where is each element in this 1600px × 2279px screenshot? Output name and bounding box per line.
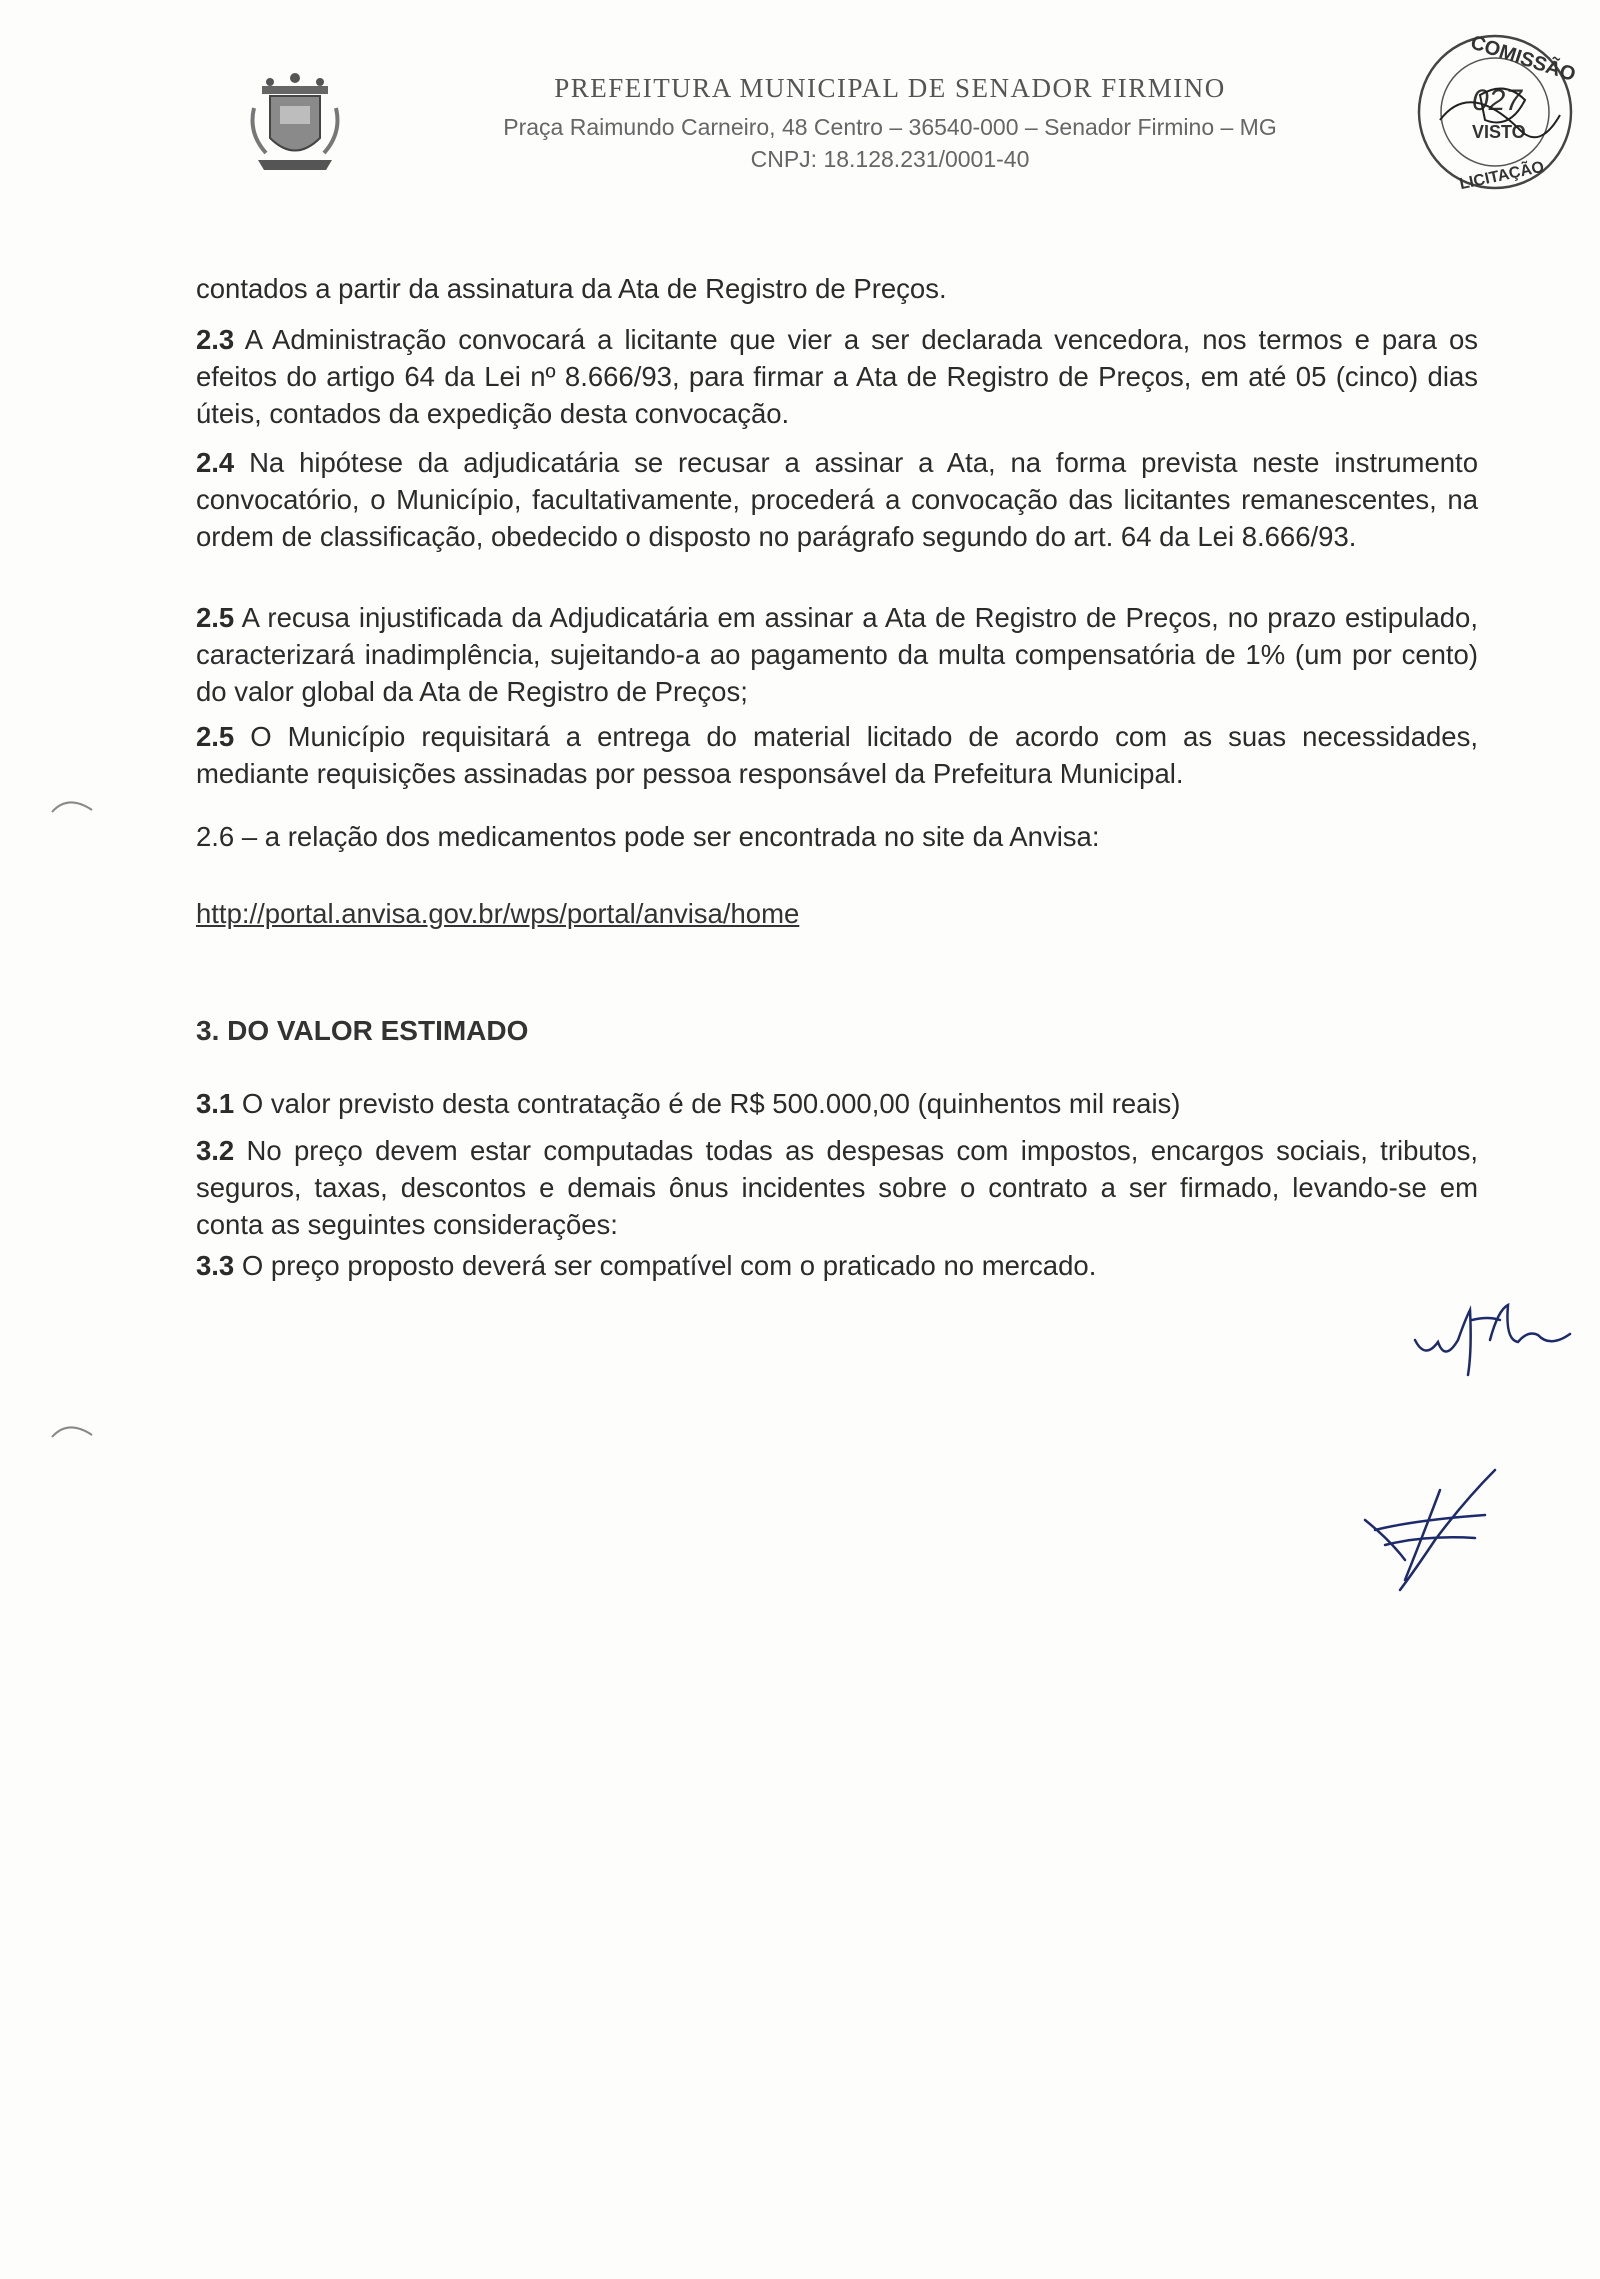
handwritten-initials-signature: [1410, 1290, 1580, 1380]
paragraph-2-6: 2.6 – a relação dos medicamentos pode ser encontrada no site da Anvisa:: [196, 821, 1100, 852]
stamp-top-text: COMISSÃO: [1467, 31, 1579, 87]
clause-text: O preço proposto deverá ser compatível com o praticado no mercado.: [234, 1250, 1097, 1281]
clause-number: 3.3: [196, 1250, 235, 1281]
clause-text: Na hipótese da adjudicatária se recusar a assinar a Ata, na forma prevista neste instrumento convocatório, o Município, facultativamente, procederá a convocação das licitantes remanescentes, na ordem de classificação, obedecido o disposto no parágrafo segundo do art. 64 da Lei 8.666/93.: [196, 447, 1478, 552]
paragraph-2-4: [196, 444, 1478, 555]
clause-text: A Administração convocará a licitante que vier a ser declarada vencedora, nos termos e para os efeitos do artigo 64 da Lei nº 8.666/93, para firmar a Ata de Registro de Preços, em até 05 (cinco) dias úteis, contados da expedição desta convocação.: [196, 324, 1478, 429]
municipal-coat-of-arms-icon: [240, 68, 350, 178]
clause-number: 3.1: [196, 1088, 235, 1119]
paragraph-2-3: [196, 321, 1478, 432]
clause-text: A recusa injustificada da Adjudicatária em assinar a Ata de Registro de Preços, no prazo estipulado, caracterizará inadimplência, sujeitando-a ao pagamento da multa compensatória de 1% (um por cento) do valor global da Ata de Registro de Preços;: [196, 602, 1478, 707]
clause-number: 2.4: [196, 447, 235, 478]
paragraph-3-2: [196, 1132, 1478, 1243]
letterhead: [240, 60, 1420, 180]
scan-mark: [48, 790, 98, 820]
stamp-middle-text: VISTO: [1472, 122, 1526, 142]
section-3-title: 3. DO VALOR ESTIMADO: [196, 1015, 529, 1046]
municipality-address: Praça Raimundo Carneiro, 48 Centro – 36540-000 – Senador Firmino – MG: [503, 114, 1277, 140]
municipality-name: PREFEITURA MUNICIPAL DE SENADOR FIRMINO: [554, 73, 1226, 103]
clause-text: No preço devem estar computadas todas as despesas com impostos, encargos sociais, tributos, seguros, taxas, descontos e demais ônus incidentes sobre o contrato a ser firmado, levando-se em conta as seguintes considerações:: [196, 1135, 1478, 1240]
paragraph-3-1: [196, 1085, 1478, 1122]
stamp-number: 027: [1472, 84, 1523, 117]
paragraph-3-3: [196, 1247, 1478, 1284]
clause-number: 2.3: [196, 324, 235, 355]
paragraph-2-5-refusal: [196, 599, 1478, 710]
intro-line: contados a partir da assinatura da Ata de Registro de Preços.: [196, 273, 947, 304]
anvisa-link[interactable]: http://portal.anvisa.gov.br/wps/portal/anvisa/home: [196, 898, 800, 929]
handwritten-signature: [1345, 1460, 1515, 1600]
scan-mark: [48, 1415, 98, 1445]
commission-stamp: [1410, 20, 1580, 200]
stamp-bottom-text: LICITAÇÃO: [1458, 158, 1546, 194]
municipality-cnpj: CNPJ: 18.128.231/0001-40: [750, 146, 1030, 172]
clause-number: 2.5: [196, 602, 235, 633]
clause-text: O valor previsto desta contratação é de R$ 500.000,00 (quinhentos mil reais): [234, 1088, 1181, 1119]
clause-text: O Município requisitará a entrega do material licitado de acordo com as suas necessidades, mediante requisições assinadas por pessoa responsável da Prefeitura Municipal.: [196, 721, 1478, 789]
clause-number: 2.5: [196, 721, 235, 752]
clause-number: 3.2: [196, 1135, 235, 1166]
paragraph-2-5-requisition: [196, 718, 1478, 792]
link-line: [196, 895, 1478, 932]
document-body: [196, 270, 1478, 1284]
